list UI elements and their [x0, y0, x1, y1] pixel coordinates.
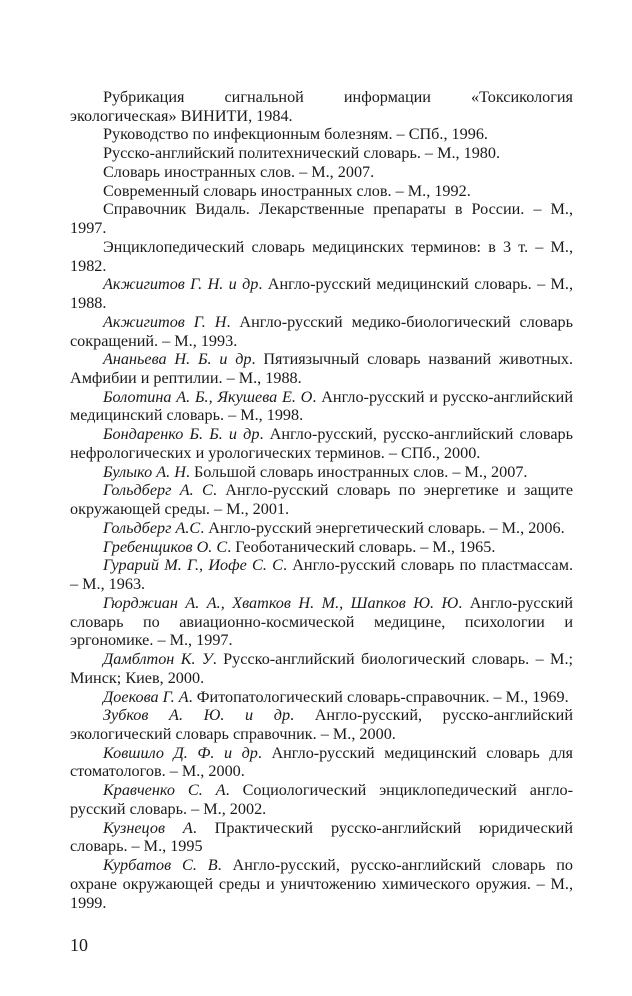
- entry-text: . Англо-русский словарь по авиационно-космической медицине, психологии и эргономике. – М., 1997.: [70, 593, 573, 650]
- bibliography-entry: [70, 463, 573, 482]
- entry-text: . Русско-английский биологический словарь. – М.; Минск; Киев, 2000.: [70, 650, 573, 687]
- entry-text: . Практический русско-английский юридический словарь. – М., 1995: [70, 818, 573, 856]
- entry-author: Гребенщиков О. С: [103, 537, 228, 556]
- entry-author: Гурарий М. Г., Иофе С. С: [103, 556, 283, 575]
- bibliography-entry: [70, 200, 573, 237]
- entry-text: Энциклопедический словарь медицинских терминов: в 3 т. – М., 1982.: [70, 237, 573, 275]
- bibliography-entry: [70, 238, 573, 275]
- entry-author: Ковшило Д. Ф. и др: [103, 743, 258, 762]
- bibliography-entry: [70, 481, 573, 518]
- entry-author: Гольдберг А. С: [103, 481, 213, 500]
- bibliography-entry: [70, 182, 573, 201]
- entry-author: Гюрджиан А. А., Хватков Н. М., Шапков Ю. Ю: [103, 593, 459, 612]
- entry-author: Курбатов С. В: [103, 856, 218, 875]
- bibliography-entry: [70, 388, 573, 425]
- entry-text: . Геоботанический словарь. – М., 1965.: [227, 537, 496, 556]
- bibliography-list: [70, 88, 573, 912]
- bibliography-entry: [70, 744, 573, 781]
- bibliography-entry: [70, 313, 573, 350]
- entry-text: . Англо-русский медицинский словарь для стоматологов. – М., 2000.: [70, 743, 574, 781]
- entry-text: . Англо-русский словарь по пластмассам. – М., 1963.: [70, 556, 574, 594]
- bibliography-entry: [70, 519, 573, 538]
- bibliography-entry: [70, 556, 573, 593]
- entry-author: Акжигитов Г. Н. и др: [103, 275, 259, 294]
- bibliography-entry: [70, 88, 573, 125]
- bibliography-entry: [70, 425, 573, 462]
- bibliography-entry: [70, 650, 573, 687]
- bibliography-entry: [70, 538, 573, 557]
- entry-author: Гольдберг А.С: [103, 518, 201, 537]
- entry-author: Доекова Г. А: [103, 687, 189, 706]
- entry-text: . Англо-русский, русско-английский экологический словарь справочник. – М., 2000.: [70, 706, 573, 743]
- entry-text: . Англо-русский энергетический словарь. – М., 2006.: [200, 518, 565, 537]
- entry-text: Русско-английский политехнический словарь. – М., 1980.: [103, 144, 501, 163]
- bibliography-entry: [70, 594, 573, 650]
- entry-text: . Большой словарь иностранных слов. – М., 2007.: [185, 462, 528, 481]
- bibliography-entry: [70, 856, 573, 912]
- bibliography-entry: [70, 819, 573, 856]
- entry-author: Дамблтон К. У: [103, 650, 213, 669]
- entry-text: Словарь иностранных слов. – М., 2007.: [103, 162, 375, 181]
- entry-text: . Англо-русский, русско-английский словарь нефрологических и урологических терминов. – СПб., 2000.: [70, 425, 573, 462]
- entry-text: . Англо-русский словарь по энергетике и защите окружающей среды. – М., 2001.: [70, 481, 574, 519]
- bibliography-entry: [70, 781, 573, 818]
- entry-author: Кравченко С. А: [103, 781, 226, 800]
- entry-text: . Фитопатологический словарь-справочник. – М., 1969.: [188, 687, 569, 706]
- entry-text: . Социологический энциклопедический англо-русский словарь. – М., 2002.: [70, 781, 574, 818]
- bibliography-entry: [70, 706, 573, 743]
- entry-text: . Англо-русский медико-биологический словарь сокращений. – М., 1993.: [70, 312, 573, 350]
- bibliography-entry: [70, 350, 573, 387]
- entry-text: Современный словарь иностранных слов. – М., 1992.: [103, 181, 471, 200]
- entry-author: Ананьева Н. Б. и др: [103, 350, 252, 369]
- entry-author: Кузнецов А: [103, 818, 193, 837]
- entry-text: . Англо-русский и русско-английский медицинский словарь. – М., 1998.: [70, 387, 573, 425]
- page-number: 10: [70, 935, 88, 956]
- bibliography-entry: [70, 275, 573, 312]
- entry-text: Справочник Видаль. Лекарственные препараты в России. – М., 1997.: [70, 200, 573, 238]
- entry-text: . Пятиязычный словарь названий животных. Амфибии и рептилии. – М., 1988.: [70, 350, 573, 388]
- entry-text: . Англо-русский медицинский словарь. – М., 1988.: [70, 275, 573, 313]
- entry-author: Булыко А. Н: [103, 462, 186, 481]
- bibliography-entry: [70, 163, 573, 182]
- entry-author: Акжигитов Г. Н: [103, 312, 227, 331]
- entry-text: . Англо-русский, русско-английский словарь по охране окружающей среды и уничтожению химического оружия. – М., 1999.: [70, 856, 573, 912]
- bibliography-entry: [70, 688, 573, 707]
- entry-author: Болотина А. Б., Якушева Е. О: [103, 387, 313, 406]
- bibliography-entry: [70, 125, 573, 144]
- entry-author: Бондаренко Б. Б. и др: [103, 425, 260, 444]
- bibliography-entry: [70, 144, 573, 163]
- entry-text: Рубрикация сигнальной информации «Токсикология экологическая» ВИНИТИ, 1984.: [70, 88, 573, 125]
- entry-author: Зубков А. Ю. и др: [103, 706, 291, 725]
- entry-text: Руководство по инфекционным болезням. – СПб., 1996.: [103, 125, 488, 144]
